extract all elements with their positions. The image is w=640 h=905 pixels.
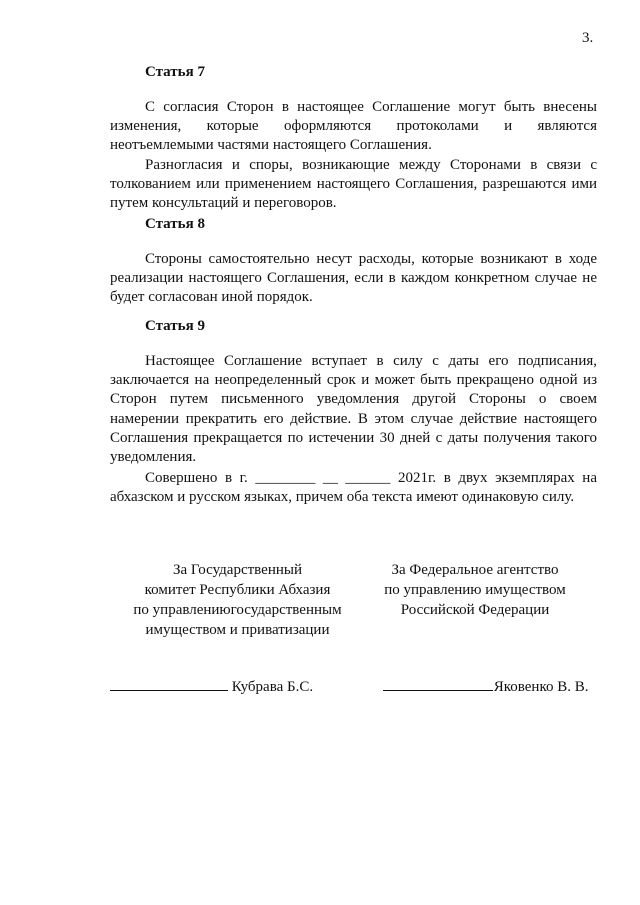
text-line: уведомления. [110,449,197,466]
text-line: будет согласован иной порядок. [110,289,313,306]
right-signatory-line: Российской Федерации [400,602,550,618]
text-line: неотъемлемыми частями настоящего Соглашения. [110,137,432,154]
text-line: заключается на неопределенный срок и может быть прекращено одной из [110,372,597,389]
closing-paragraph [110,469,597,507]
left-signatory-line: по управлениюгосударственным [133,602,342,618]
right-signatory-name: Яковенко В. В. [493,679,589,695]
left-signatory-line: комитет Республики Абхазия [144,582,331,598]
article-9-paragraph-1 [110,352,597,467]
right-signatory-line: За Федеральное агентство [391,562,559,578]
article-7-heading: Статья 7 [145,64,205,80]
text-line: намерении прекратить его действие. В этом случае действие настоящего [110,410,597,427]
text-line: реализации настоящего Соглашения, если в каждом конкретном случае не [110,270,597,287]
left-signature-underline [110,676,228,691]
article-8-paragraph-1 [110,250,597,308]
right-signatory-line: по управлению имуществом [384,582,566,598]
text-line: изменения, которые оформляются протоколами и являются [110,118,597,135]
right-signatory-block [365,560,585,620]
right-signature-line [383,676,589,696]
left-signatory-line: имуществом и приватизации [145,622,330,638]
article-7-paragraph-2 [110,156,597,214]
text-line: С согласия Сторон в настоящее Соглашение могут быть внесены [145,99,597,115]
text-line: абхазском и русском языках, причем оба текста имеют одинаковую силу. [110,489,575,506]
page-number: 3. [582,30,594,46]
text-line: Совершено в г. ________ __ ______ 2021г. в двух экземплярах на [145,470,597,486]
text-line: Сторон путем письменного уведомления другой Стороны о своем [110,391,597,408]
article-7-paragraph-1 [110,98,597,156]
left-signatory-line: За Государственный [173,562,302,578]
text-line: Стороны самостоятельно несут расходы, которые возникают в ходе [145,251,597,267]
text-line: путем консультаций и переговоров. [110,195,337,212]
left-signature-line [110,676,313,696]
article-9-heading: Статья 9 [145,318,205,334]
left-signatory-block [110,560,365,640]
left-signatory-name: Кубрава Б.С. [231,679,314,695]
text-line: Настоящее Соглашение вступает в силу с даты его подписания, [145,353,597,369]
text-line: толкованием или применением настоящего Соглашения, разрешаются ими [110,176,597,193]
text-line: Разногласия и споры, возникающие между Сторонами в связи с [145,157,597,173]
right-signature-underline [383,676,493,691]
text-line: Соглашения прекращается по истечении 30 дней с даты получения такого [110,429,597,446]
article-8-heading: Статья 8 [145,216,205,232]
